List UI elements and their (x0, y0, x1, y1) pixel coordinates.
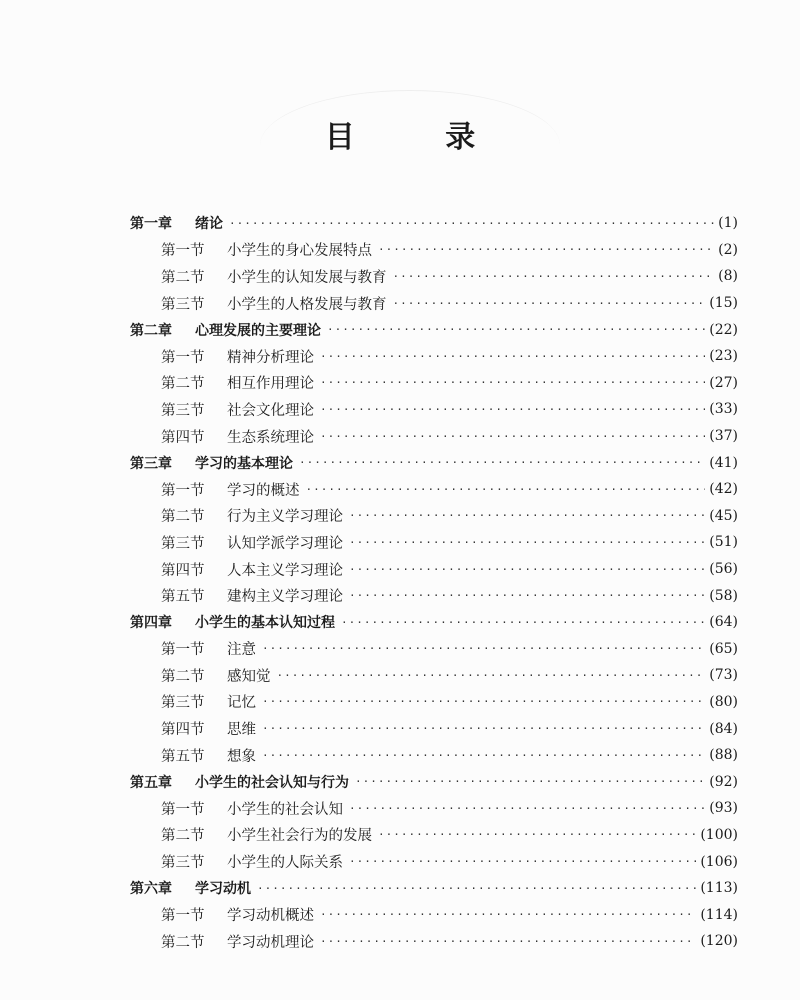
dot-leader (393, 270, 715, 283)
section-number: 第一节 (161, 243, 205, 260)
page-number: (1) (718, 215, 738, 232)
section-number: 第三节 (161, 296, 205, 313)
toc-section-entry (130, 662, 738, 689)
section-title: 建构主义学习理论 (227, 589, 343, 606)
chapter-title: 绪论 (195, 216, 223, 233)
section-title: 行为主义学习理论 (227, 509, 343, 526)
toc-section-entry (130, 822, 738, 849)
section-title: 精神分析理论 (227, 349, 314, 366)
dot-leader (349, 509, 705, 522)
page-number: (65) (709, 640, 738, 657)
section-number: 第三节 (161, 855, 205, 872)
section-title: 思维 (227, 722, 256, 739)
section-title: 小学生的认知发展与教育 (227, 269, 387, 286)
section-title: 记忆 (227, 695, 256, 712)
dot-leader (257, 882, 696, 895)
page-number: (56) (709, 561, 738, 578)
toc-section-entry (130, 370, 738, 397)
page-number: (8) (718, 268, 738, 285)
page-number: (84) (709, 720, 738, 737)
section-number: 第二节 (161, 269, 205, 286)
dot-leader (349, 536, 705, 549)
toc-section-entry (130, 503, 738, 530)
page-number: (100) (700, 826, 738, 843)
toc-section-entry (130, 237, 738, 264)
section-title: 注意 (227, 642, 256, 659)
toc-chapter-entry (130, 210, 738, 237)
dot-leader (262, 722, 705, 735)
dot-leader (320, 430, 705, 443)
dot-leader (277, 669, 706, 682)
section-number: 第二节 (161, 509, 205, 526)
section-number: 第五节 (161, 589, 205, 606)
page-number: (51) (709, 534, 738, 551)
section-title: 社会文化理论 (227, 402, 314, 419)
section-title: 生态系统理论 (227, 429, 314, 446)
section-title: 学习动机概述 (227, 908, 314, 925)
page-number: (120) (700, 933, 738, 950)
chapter-title: 学习动机 (195, 881, 251, 898)
toc-chapter-entry (130, 875, 738, 902)
toc-chapter-entry (130, 768, 738, 795)
section-number: 第四节 (161, 429, 205, 446)
page-number: (93) (709, 800, 738, 817)
section-number: 第二节 (161, 376, 205, 393)
dot-leader (262, 642, 705, 655)
toc-section-entry (130, 396, 738, 423)
section-number: 第一节 (161, 482, 205, 499)
page-title: 目 录 (324, 120, 516, 155)
toc-chapter-entry (130, 609, 738, 636)
chapter-title: 学习的基本理论 (195, 455, 293, 472)
toc-section-entry (130, 476, 738, 503)
dot-leader (378, 828, 696, 841)
dot-leader (341, 616, 705, 629)
page-number: (42) (709, 481, 738, 498)
section-number: 第四节 (161, 722, 205, 739)
section-title: 小学生的人格发展与教育 (227, 296, 387, 313)
dot-leader (349, 589, 705, 602)
chapter-title: 小学生的社会认知与行为 (195, 774, 349, 791)
section-title: 想象 (227, 748, 256, 765)
page-number: (92) (709, 773, 738, 790)
section-number: 第二节 (161, 934, 205, 951)
page-number: (114) (700, 906, 738, 923)
toc-section-entry (130, 263, 738, 290)
chapter-number: 第四章 (130, 615, 172, 632)
toc-section-entry (130, 795, 738, 822)
toc-section-entry (130, 742, 738, 769)
section-title: 小学生社会行为的发展 (227, 828, 372, 845)
toc-section-entry (130, 556, 738, 583)
dot-leader (349, 563, 705, 576)
toc-section-entry (130, 582, 738, 609)
dot-leader (327, 323, 705, 336)
page-number: (27) (709, 374, 738, 391)
page-number: (37) (709, 428, 738, 445)
section-number: 第五节 (161, 748, 205, 765)
section-number: 第一节 (161, 642, 205, 659)
page-number: (106) (700, 853, 738, 870)
section-number: 第三节 (161, 402, 205, 419)
toc-section-entry (130, 848, 738, 875)
chapter-number: 第五章 (130, 774, 172, 791)
chapter-title: 小学生的基本认知过程 (195, 615, 335, 632)
section-title: 小学生的身心发展特点 (227, 243, 372, 260)
chapter-number: 第二章 (130, 322, 172, 339)
dot-leader (320, 935, 696, 948)
section-title: 学习动机理论 (227, 934, 314, 951)
section-number: 第三节 (161, 535, 205, 552)
dot-leader (299, 456, 705, 469)
toc-section-entry (130, 901, 738, 928)
section-number: 第三节 (161, 695, 205, 712)
toc-section-entry (130, 423, 738, 450)
toc-section-entry (130, 290, 738, 317)
table-of-contents (130, 210, 738, 955)
page-number: (2) (718, 241, 738, 258)
page-number: (73) (709, 667, 738, 684)
chapter-number: 第一章 (130, 216, 172, 233)
dot-leader (393, 297, 706, 310)
dot-leader (229, 217, 714, 230)
section-number: 第一节 (161, 801, 205, 818)
dot-leader (262, 695, 705, 708)
dot-leader (349, 802, 705, 815)
toc-section-entry (130, 343, 738, 370)
chapter-title: 心理发展的主要理论 (195, 322, 321, 339)
section-title: 小学生的人际关系 (227, 855, 343, 872)
toc-section-entry (130, 529, 738, 556)
dot-leader (320, 403, 705, 416)
section-title: 小学生的社会认知 (227, 801, 343, 818)
dot-leader (378, 243, 714, 256)
section-title: 相互作用理论 (227, 376, 314, 393)
section-title: 人本主义学习理论 (227, 562, 343, 579)
section-number: 第二节 (161, 828, 205, 845)
dot-leader (320, 350, 705, 363)
page-number: (23) (709, 348, 738, 365)
section-title: 学习的概述 (227, 482, 300, 499)
section-number: 第二节 (161, 668, 205, 685)
toc-chapter-entry (130, 316, 738, 343)
page-number: (41) (709, 454, 738, 471)
section-title: 认知学派学习理论 (227, 535, 343, 552)
page-number: (113) (700, 880, 738, 897)
section-number: 第四节 (161, 562, 205, 579)
dot-leader (349, 855, 696, 868)
page-number: (45) (709, 507, 738, 524)
toc-section-entry (130, 715, 738, 742)
chapter-number: 第六章 (130, 881, 172, 898)
section-number: 第一节 (161, 349, 205, 366)
page-number: (33) (709, 401, 738, 418)
dot-leader (355, 775, 705, 788)
toc-section-entry (130, 928, 738, 955)
dot-leader (306, 483, 706, 496)
page-number: (22) (709, 321, 738, 338)
page-number: (80) (709, 693, 738, 710)
page-number: (88) (709, 747, 738, 764)
page-number: (64) (709, 614, 738, 631)
toc-section-entry (130, 689, 738, 716)
dot-leader (262, 749, 705, 762)
section-number: 第一节 (161, 908, 205, 925)
toc-chapter-entry (130, 449, 738, 476)
page-number: (15) (709, 295, 738, 312)
page-number: (58) (709, 587, 738, 604)
chapter-number: 第三章 (130, 455, 172, 472)
toc-section-entry (130, 636, 738, 663)
dot-leader (320, 376, 705, 389)
dot-leader (320, 908, 696, 921)
section-title: 感知觉 (227, 668, 271, 685)
